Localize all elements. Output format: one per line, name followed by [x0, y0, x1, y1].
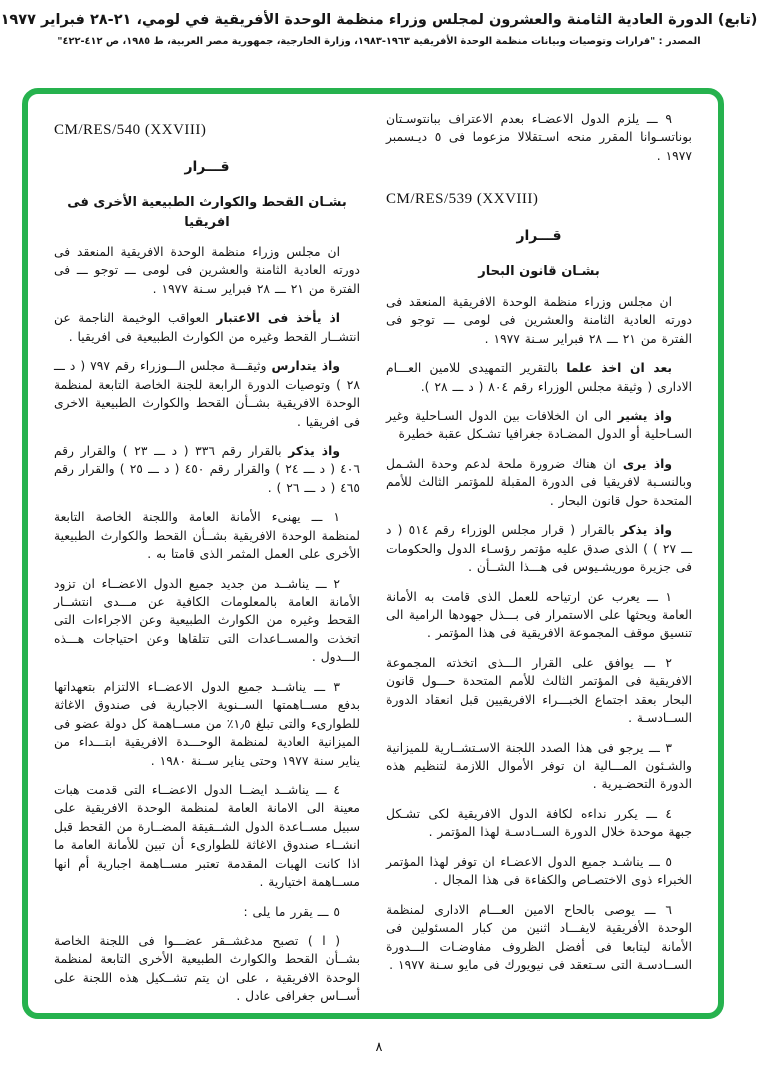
resolution-paragraph: ٥ ـــ يناشـد جميع الدول الاعضـاء ان توفر لهذا المؤتمر الخبراء ذوى الاختصـاص والكفاءة فى هذا المجال .	[386, 854, 692, 888]
page-number: ٨	[375, 1040, 383, 1055]
column-left	[54, 108, 360, 1013]
resolution-paragraph: واذ يشير الى ان الخلافات بين الدول السـاحلية وغير السـاحلية أو الدول المضـادة جغرافيا تشـكل عقبة خطيرة	[386, 409, 692, 442]
resolution-paragraph: واذ يرى ان هناك ضرورة ملحة لدعم وحدة الشـمل وبالنسـبة لافريقيا فى الدورة المقبلة للمؤتمر الثالث للأمم المتحدة حول قانون البحار .	[386, 456, 692, 508]
resolution-paragraph: ٣ ـــ يناشــد جميع الدول الاعضــاء الالتزام بتعهداتها بدفع مســاهمتها الســنوية الاجبارية فى صندوق الاغاثة للطوارىء والتى تبلغ ١٫٥٪ من مســاهمة كل دولة عضو فى الميزانية العادية لمنظمة الوحـــدة الافريقية ابتـــداء من يناير سنة ١٩٧٧ وحتى يناير ســنة ١٩٨٠ .	[54, 679, 360, 768]
resolution-paragraph: ٤ ـــ يناشــد ايضــا الدول الاعضــاء التى قدمت هبات معينة الى الامانة العامة لمنظمة الوحدة الافريقية على سبيل مســاعدة الدول الشــقيقة المضــارة من القحط قبل انشــاء صندوق الاغاثة للطوارىء أن تبين للأمانة العامة ما اذا كانت الهبات المقدمة تعتبر مســاهمة اجبارية أم انها مســاهمة اختيارية .	[54, 782, 360, 890]
resolution-paragraph: ( ا ) تصبح مدغشــقر عضـــوا فى اللجنة الخاصة بشــأن القحط والكوارث الطبيعية الأخرى التابعة لمنظمة الوحدة الافريقية ، على ان يتم تشــكيل هذه اللجنة على أســاس جغرافى عادل .	[54, 934, 360, 1004]
resolution-paragraph: ٦ ـــ يوصى بالحاح الامين العـــام الادارى لمنظمة الوحدة الأفريقية لايفـــاد اثنين من كبار المسئولين فى الأمانة ليتابعا فى أفضل الظروف مفاوضـات الـــدورة الســادسـة التى سـتعقد فى نيويورك فى مايو سـنة ١٩٧٧ .	[386, 902, 692, 972]
resolution-paragraph: واذ يتدارس وثيقـــة مجلس الـــوزراء رقم ٧٩٧ ( د ـــ ٢٨ ) وتوصيات الدورة الرابعة للجنة الخاصة التابعة لمنظمة الوحدة الافريقية بشــأن القحط والكوارث الطبيعية الاخرى فى افريقيا .	[54, 359, 360, 429]
doc-ref-cm-res-540: CM/RES/540 (XXVIII)	[54, 122, 207, 138]
resolution-paragraph: بعد ان اخذ علما بالتقرير التمهيدى للامين العـــام الادارى ( وثيقة مجلس الوزراء رقم ٨٠٤ ( د ـــ ٢٨ ).	[386, 361, 692, 394]
resolution-paragraph: واذ يذكر بالقرار ( قرار مجلس الوزراء رقم ٥١٤ ( د ـــ ٢٧ ) ) الذى صدق عليه مؤتمر رؤسـاء الدول والحكومات فى جزيرة موريشـيوس فى هـــذا الشــأن .	[386, 523, 692, 575]
source-citation: المصدر : "قرارات وتوصيات وبيانات منظمة الوحدة الأفريقية ١٩٦٣-١٩٨٣، وزارة الخارجية، جمهورية مصر العربية، ط ١٩٨٥، ص ٤١٢-٤٢٢"	[57, 36, 701, 47]
page-header	[0, 12, 758, 47]
resolution-title: قـــرار	[184, 159, 230, 175]
resolution-paragraph: ان مجلس وزراء منظمة الوحدة الافريقية المنعقد فى دورته العادية الثامنة والعشرين فى لومى ـــ توجو ـــ فى الفترة من ٢١ ـــ ٢٨ فبراير سـنة ١٩٧٧ .	[54, 245, 360, 296]
resolution-subtitle: بشـان القحط والكوارث الطبيعية الأخرى فى افريقيا	[67, 195, 347, 230]
resolution-subtitle: بشـان قانون البحار	[478, 264, 600, 280]
resolution-paragraph: ٢ ـــ يوافق على القرار الـــذى اتخذته المجموعة الافريقية فى المؤتمر الثالث للأمم المتحدة حـــول قانون البحار بعقد اجتماع الخبـــراء الافريقيين قبل انعقاد الدورة الســادسـة .	[386, 655, 692, 726]
resolution-paragraph: ٤ ـــ يكرر نداءه لكافة الدول الافريقية لكى تشـكل جبهة موحدة خلال الدورة الســادسـة لهذا المؤتمر .	[386, 806, 692, 840]
resolution-title: قـــرار	[516, 228, 562, 245]
resolution-paragraph: ٢ ـــ يناشــد من جديد جميع الدول الاعضــاء ان تزود الأمانة العامة بالمعلومات الكافية عن مـــدى انتشــار القحط وغيره من الكوارث الطبيعية وعن الاجراءات التى اتخذت والمســاعدات التى تتلقاها وعن احتياجات هـــذه الـــدول .	[54, 576, 360, 665]
resolution-paragraph: ١ ـــ يهنىء الأمانة العامة واللجنة الخاصة التابعة لمنظمة الوحدة الافريقية بشــأن القحط والكوارث الطبيعية الأخرى على العمل المثمر الذى قامتا به .	[54, 510, 360, 562]
column-right	[386, 108, 692, 1013]
resolution-paragraph: ان مجلس وزراء منظمة الوحدة الافريقية المنعقد فى دورته العادية الثامنة والعشرين فى لومى ـــ توجو فى الفترة من ٢١ ـــ ٢٨ فبراير سـنة ١٩٧٧ .	[386, 294, 692, 346]
resolution-paragraph: ١ ـــ يعرب عن ارتياحه للعمل الذى قامت به الأمانة العامة ويحثها على الاستمرار فى بـــذل جهودها الرامية الى تنسيق موقف المجموعة الافريقية فى هذا المؤتمر .	[386, 589, 692, 641]
session-title: (تابع) الدورة العادية الثامنة والعشرون لمجلس وزراء منظمة الوحدة الأفريقية في لومي، ٢١-٢٨ فبراير ١٩٧٧	[0, 12, 758, 28]
doc-ref-cm-res-539: CM/RES/539 (XXVIII)	[386, 191, 539, 208]
resolution-paragraph: ٣ ـــ يرجو فى هذا الصدد اللجنة الاسـتشــارية للميزانية والشـئون المـــالية ان توفر الأموال اللازمة لتنظيم هذه الدورة التحضـيرية .	[386, 740, 692, 792]
highlight-frame	[22, 88, 724, 1019]
resolution-paragraph: ٥ ـــ يقرر ما يلى :	[243, 904, 340, 919]
resolution-paragraph: واذ يذكر بالقرار رقم ٣٣٦ ( د ـــ ٢٣ ) والقرار رقم ٤٠٦ ( د ـــ ٢٤ ) والقرار رقم ٤٥٠ ( د ـــ ٢٥ ) والقرار رقم ٤٦٥ ( د ـــ ٢٦ ) .	[54, 443, 360, 495]
two-column-layout	[28, 94, 718, 1013]
resolution-paragraph: ٩ ـــ يلزم الدول الاعضـاء بعدم الاعتراف ببانتوسـتان بوناتسـوانا المقرر منحه اسـتقلالا مزعوما فى ٥ ديـسمبر ١٩٧٧ .	[386, 112, 692, 163]
resolution-paragraph: اذ يأخذ فى الاعتبار العواقب الوخيمة الناجمة عن انتشــار القحط وغيره من الكوارث الطبيعية فى افريقيا .	[54, 311, 360, 344]
